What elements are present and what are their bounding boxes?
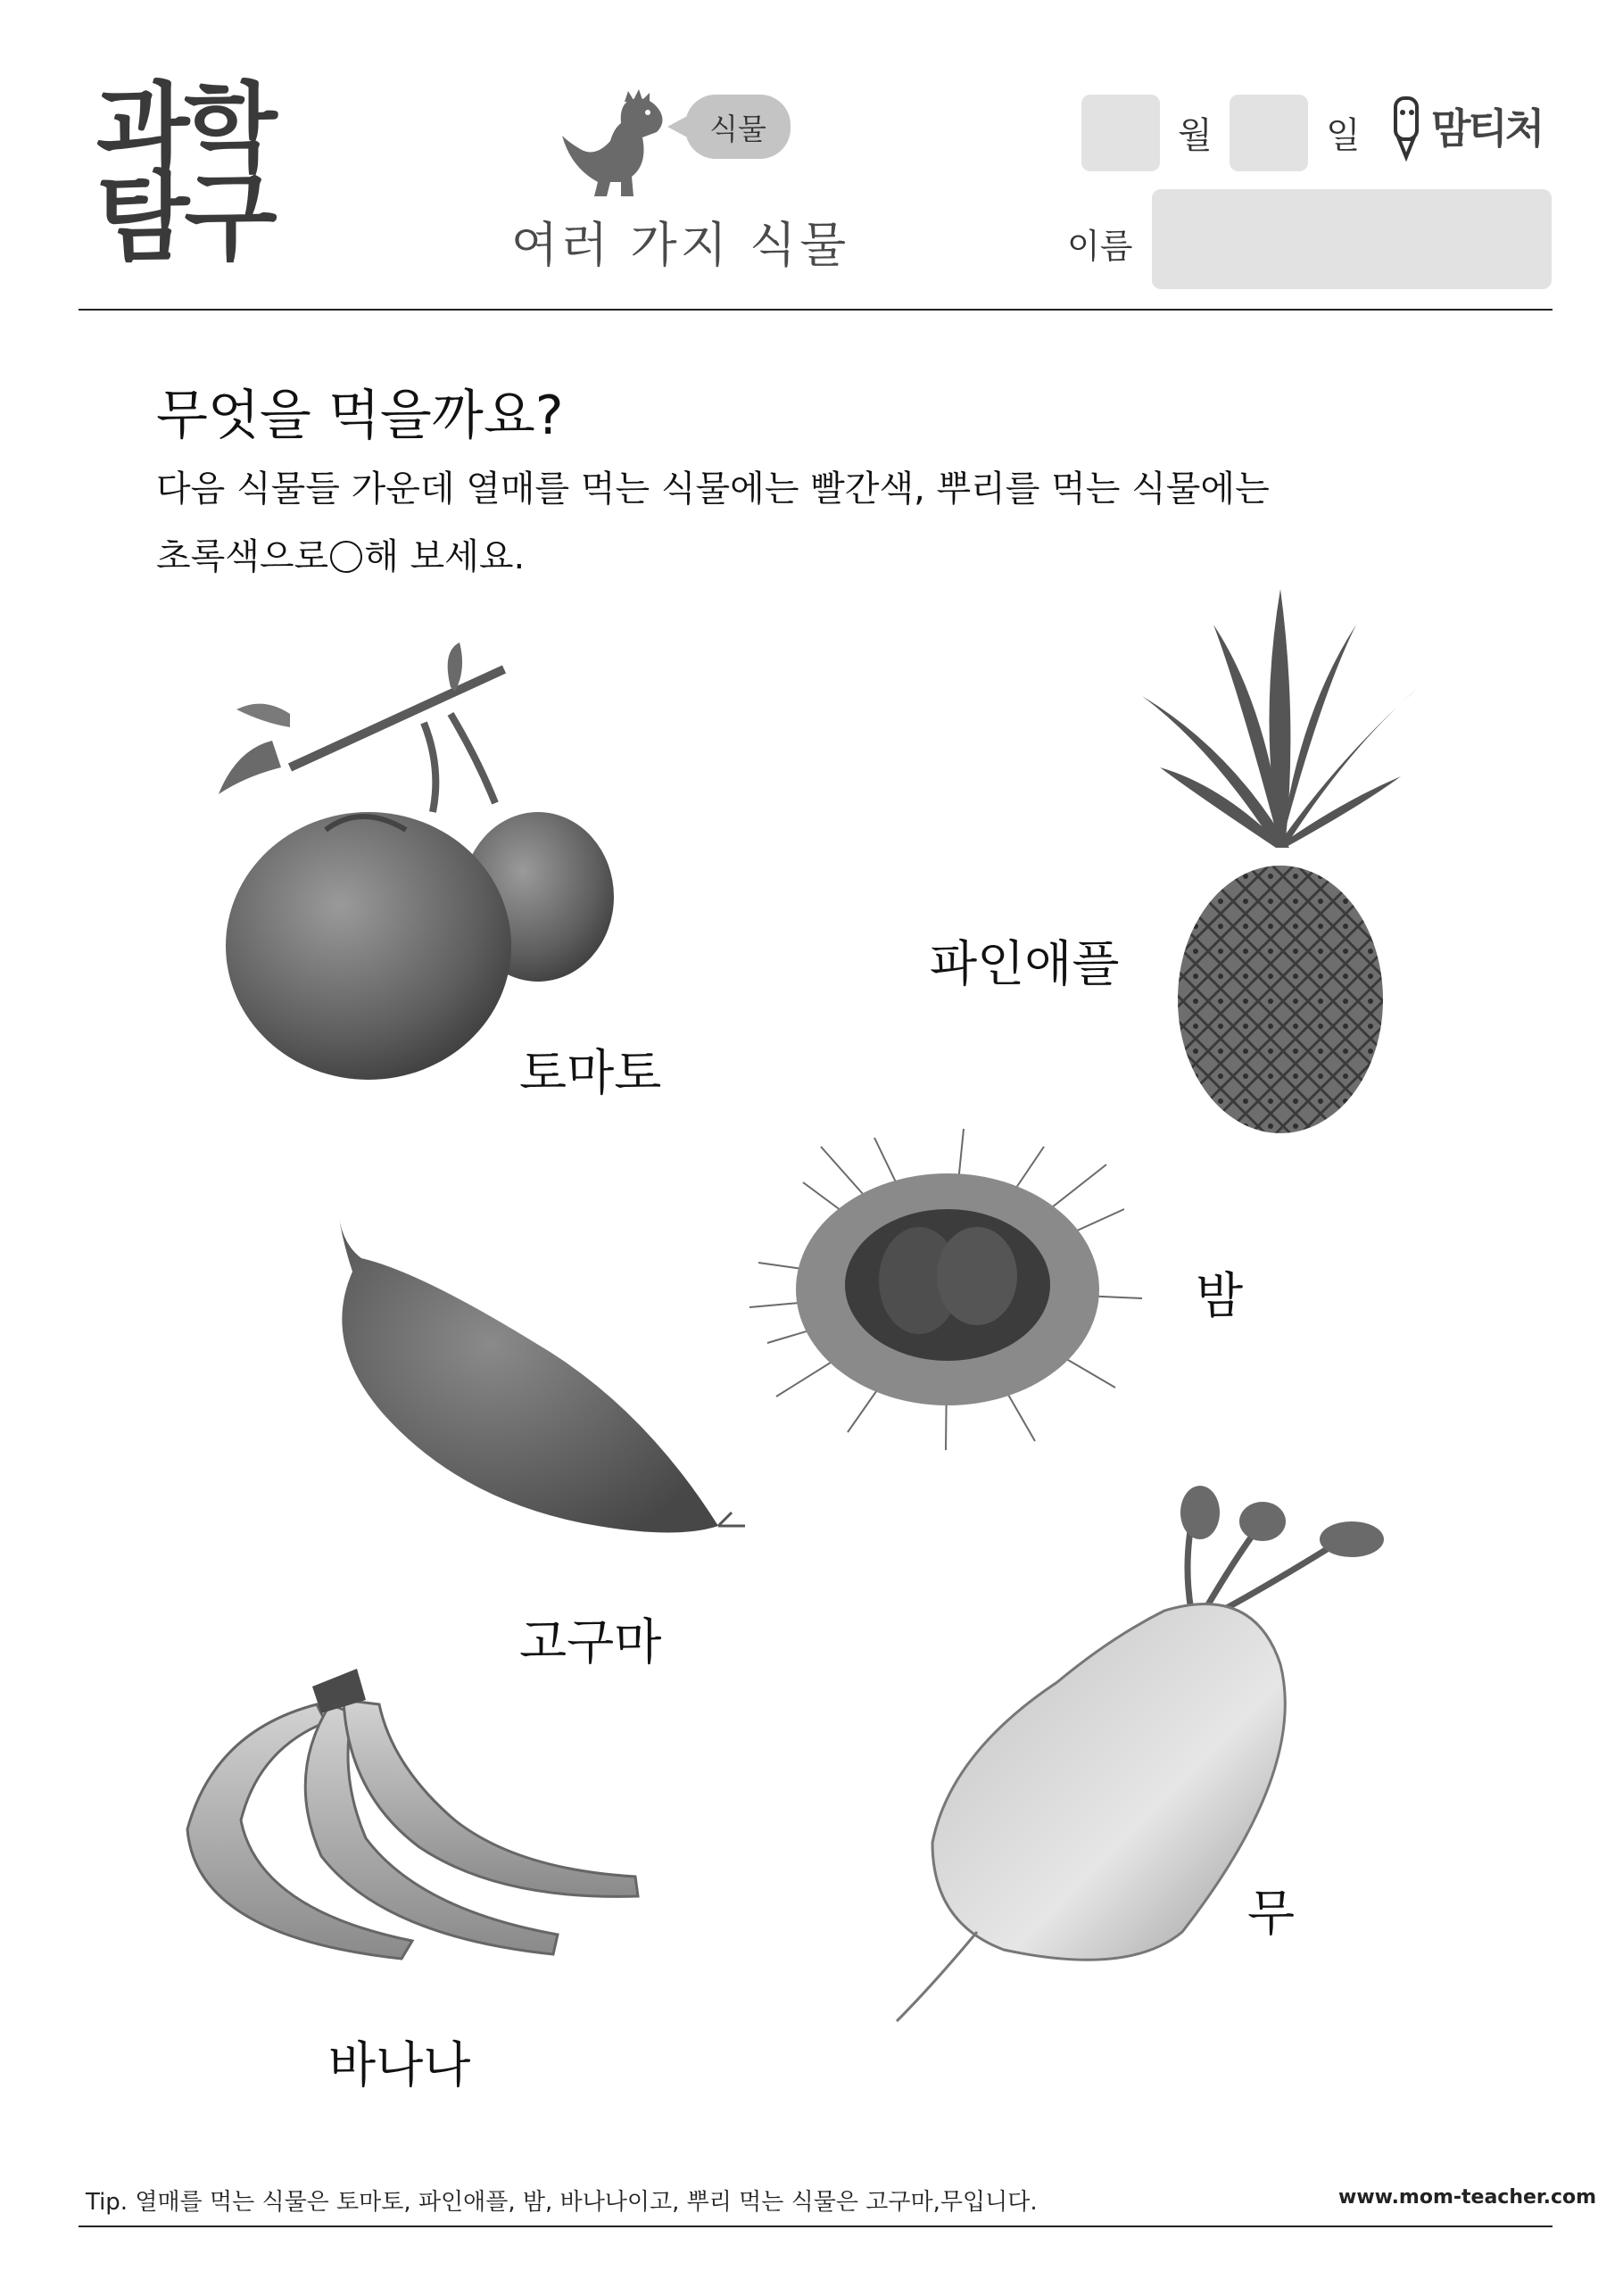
chestnut-illustration[interactable] [749,1129,1147,1450]
page-subtitle: 여러 가지 식물 [511,217,850,273]
site-url[interactable]: www.mom-teacher.com [1338,2186,1597,2209]
pencil-mascot-icon [1388,93,1428,164]
pineapple-label: 파인애플 [930,935,1120,992]
pineapple-illustration[interactable] [1133,589,1428,1133]
radish-label: 무 [1247,1885,1296,1942]
logo-line-2: 탐구 [96,162,272,274]
name-input-box[interactable] [1152,189,1552,289]
logo-science-exploration [96,73,288,274]
circle-symbol-icon [330,541,362,573]
instruction-line-2 [156,534,525,580]
sweet-potato-illustration[interactable] [303,1218,749,1557]
instruction-line-1: 다음 식물들 가운데 열매를 먹는 식물에는 빨간색, 뿌리를 먹는 식물에는 [156,468,1270,510]
dinosaur-mascot-icon [555,82,671,198]
tip-text: Tip. 열매를 먹는 식물은 토마토, 파인애플, 밤, 바나나이고, 뿌리 먹는 식물은 고구마,무입니다. [86,2189,1038,2216]
day-input-box[interactable] [1230,95,1308,171]
tomato-label: 토마토 [519,1044,662,1101]
instruction-line-2-end: 해 보세요. [364,536,526,577]
category-badge: 식물 [685,95,791,159]
name-label: 이름 [1067,227,1133,266]
instruction-line-2-start: 초록색으로 [156,536,329,577]
day-label: 일 [1326,115,1361,156]
month-label: 월 [1178,115,1213,156]
banana-illustration[interactable] [178,1651,651,1990]
month-input-box[interactable] [1081,95,1160,171]
radish-illustration[interactable] [897,1486,1414,2021]
logo-line-1: 과학 [96,73,272,185]
banana-label: 바나나 [328,2036,471,2093]
footer-divider [79,2226,1553,2227]
sweet-potato-label: 고구마 [519,1613,662,1670]
question-title: 무엇을 먹을까요? [156,385,564,447]
chestnut-label: 밤 [1196,1267,1244,1324]
header-divider [79,309,1553,311]
brand-logo: 맘티처 [1431,104,1543,153]
